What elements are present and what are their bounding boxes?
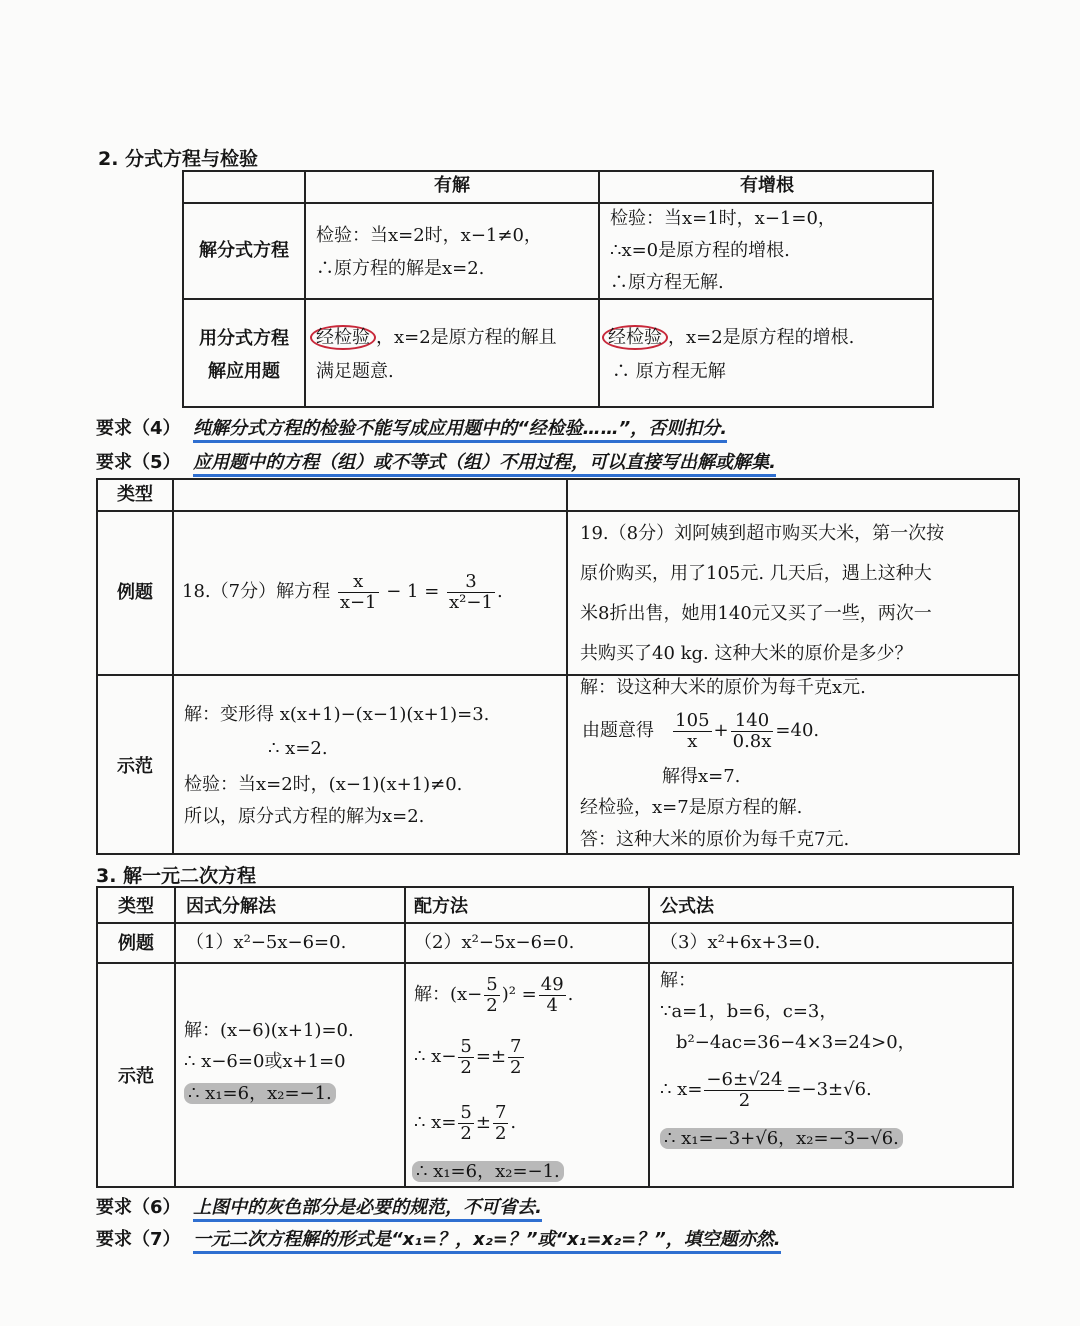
col-header-has-solution: 有解 [434, 175, 470, 196]
required-highlight: ∴ x₁=−3+√6，x₂=−3−√6. [660, 1128, 903, 1149]
complete-line3: ∴ x= $\frac{5}{2}$ ± $\frac{7}{2}$ . [414, 1101, 517, 1144]
formula-line2: ∵a=1，b=6，c=3， [660, 1001, 838, 1022]
demo18-line2: ∴ x=2. [268, 738, 328, 759]
section-2-title: 2. 分式方程与检验 [98, 148, 259, 170]
requirement-5: 要求（5） 应用题中的方程（组）或不等式（组）不用过程，可以直接写出解或解集. [96, 448, 776, 474]
row-label-demo: 示范 [117, 756, 153, 777]
col-header-type: 类型 [118, 896, 154, 917]
row-label-application-line2: 解应用题 [208, 361, 280, 382]
formula-line1: 解： [660, 970, 696, 991]
row2-has-line1: 经检验 ，x=2是原方程的解且 [310, 321, 557, 354]
demo19-line4: 经检验，x=7是原方程的解. [580, 797, 803, 818]
formula-line4: ∴ x= $\frac{-6\pm√24}{2}$ =−3±√6. [660, 1068, 872, 1111]
section-3-title: 3. 解一元二次方程 [96, 865, 257, 887]
circled-check-annotation: 经检验 [602, 325, 668, 350]
col-header-factoring: 因式分解法 [186, 896, 276, 917]
requirement-7: 要求（7） 一元二次方程解的形式是“x₁=？，x₂=？”或“x₁=x₂=？”，填空题亦然. [96, 1225, 781, 1251]
question-18: 18.（7分）解方程 $\frac{x}{x-1}$ − 1 = $\frac{3}{\text{x²−1}}$ . [182, 570, 503, 613]
row2-ext-line1: 经检验 ，x=2是原方程的增根. [602, 321, 854, 354]
question-19-line1: 19.（8分）刘阿姨到超市购买大米，第一次按 [580, 523, 945, 544]
complete-line4 [412, 1155, 564, 1188]
row2-has-line2: 满足题意. [316, 361, 394, 382]
demo19-line1: 解：设这种大米的原价为每千克x元. [580, 677, 866, 698]
row-label-demo: 示范 [118, 1066, 154, 1087]
example-2: （2）x²−5x−6=0. [414, 932, 575, 953]
demo18-line1: 解：变形得 x(x+1)−(x−1)(x+1)=3. [184, 704, 490, 725]
required-highlight: ∴ x₁=6，x₂=−1. [412, 1161, 564, 1182]
factor-line3 [184, 1077, 336, 1110]
factor-line1: 解：(x−6)(x+1)=0. [184, 1020, 354, 1041]
row2-ext-line2: ∴ 原方程无解 [612, 361, 726, 382]
required-highlight: ∴ x₁=6，x₂=−1. [184, 1083, 336, 1104]
row1-has-line1: 检验：当x=2时，x−1≠0， [316, 225, 542, 246]
col-header-extraneous-root: 有增根 [740, 175, 794, 196]
row1-has-line2: ∴原方程的解是x=2. [316, 258, 485, 279]
requirement-4: 要求（4） 纯解分式方程的检验不能写成应用题中的“经检验……”，否则扣分. [96, 414, 727, 440]
demo19-line5: 答：这种大米的原价为每千克7元. [580, 829, 850, 850]
col-header-type: 类型 [117, 484, 153, 505]
row1-ext-line1: 检验：当x=1时，x−1=0， [610, 208, 836, 229]
requirement-6: 要求（6） 上图中的灰色部分是必要的规范，不可省去. [96, 1193, 542, 1219]
row1-ext-line3: ∴原方程无解. [610, 272, 724, 293]
question-19-line2: 原价购买，用了105元. 几天后，遇上这种大 [580, 563, 932, 584]
complete-line1: 解：(x− $\frac{5}{2}$ )² = $\frac{49}{4}$ . [414, 973, 574, 1016]
question-19-line4: 共购买了40 kg. 这种大米的原价是多少？ [580, 643, 913, 664]
example-1: （1）x²−5x−6=0. [186, 932, 347, 953]
row-label-example: 例题 [117, 582, 153, 603]
complete-line2: ∴ x− $\frac{5}{2}$ =± $\frac{7}{2}$ [414, 1035, 522, 1078]
col-header-completing-square: 配方法 [414, 896, 468, 917]
circled-check-annotation: 经检验 [310, 325, 376, 350]
row-label-solve-equation: 解分式方程 [199, 240, 289, 261]
demo18-line3: 检验：当x=2时，(x−1)(x+1)≠0. [184, 774, 463, 795]
row-label-application-line1: 用分式方程 [199, 328, 289, 349]
formula-line3: b²−4ac=36−4×3=24>0， [676, 1032, 916, 1053]
col-header-formula: 公式法 [660, 896, 714, 917]
row1-ext-line2: ∴x=0是原方程的增根. [610, 240, 790, 261]
formula-line5 [660, 1122, 903, 1155]
question-19-line3: 米8折出售，她用140元又买了一些，两次一 [580, 603, 932, 624]
example-3: （3）x²+6x+3=0. [660, 932, 821, 953]
demo18-line4: 所以，原分式方程的解为x=2. [184, 806, 425, 827]
factor-line2: ∴ x−6=0或x+1=0 [184, 1051, 346, 1072]
demo19-line3: 解得x=7. [662, 766, 741, 787]
demo19-equation: 由题意得 $\frac{105}{x}$ + $\frac{140}{0.8x}$ =40. [582, 709, 820, 752]
row-label-example: 例题 [118, 933, 154, 954]
